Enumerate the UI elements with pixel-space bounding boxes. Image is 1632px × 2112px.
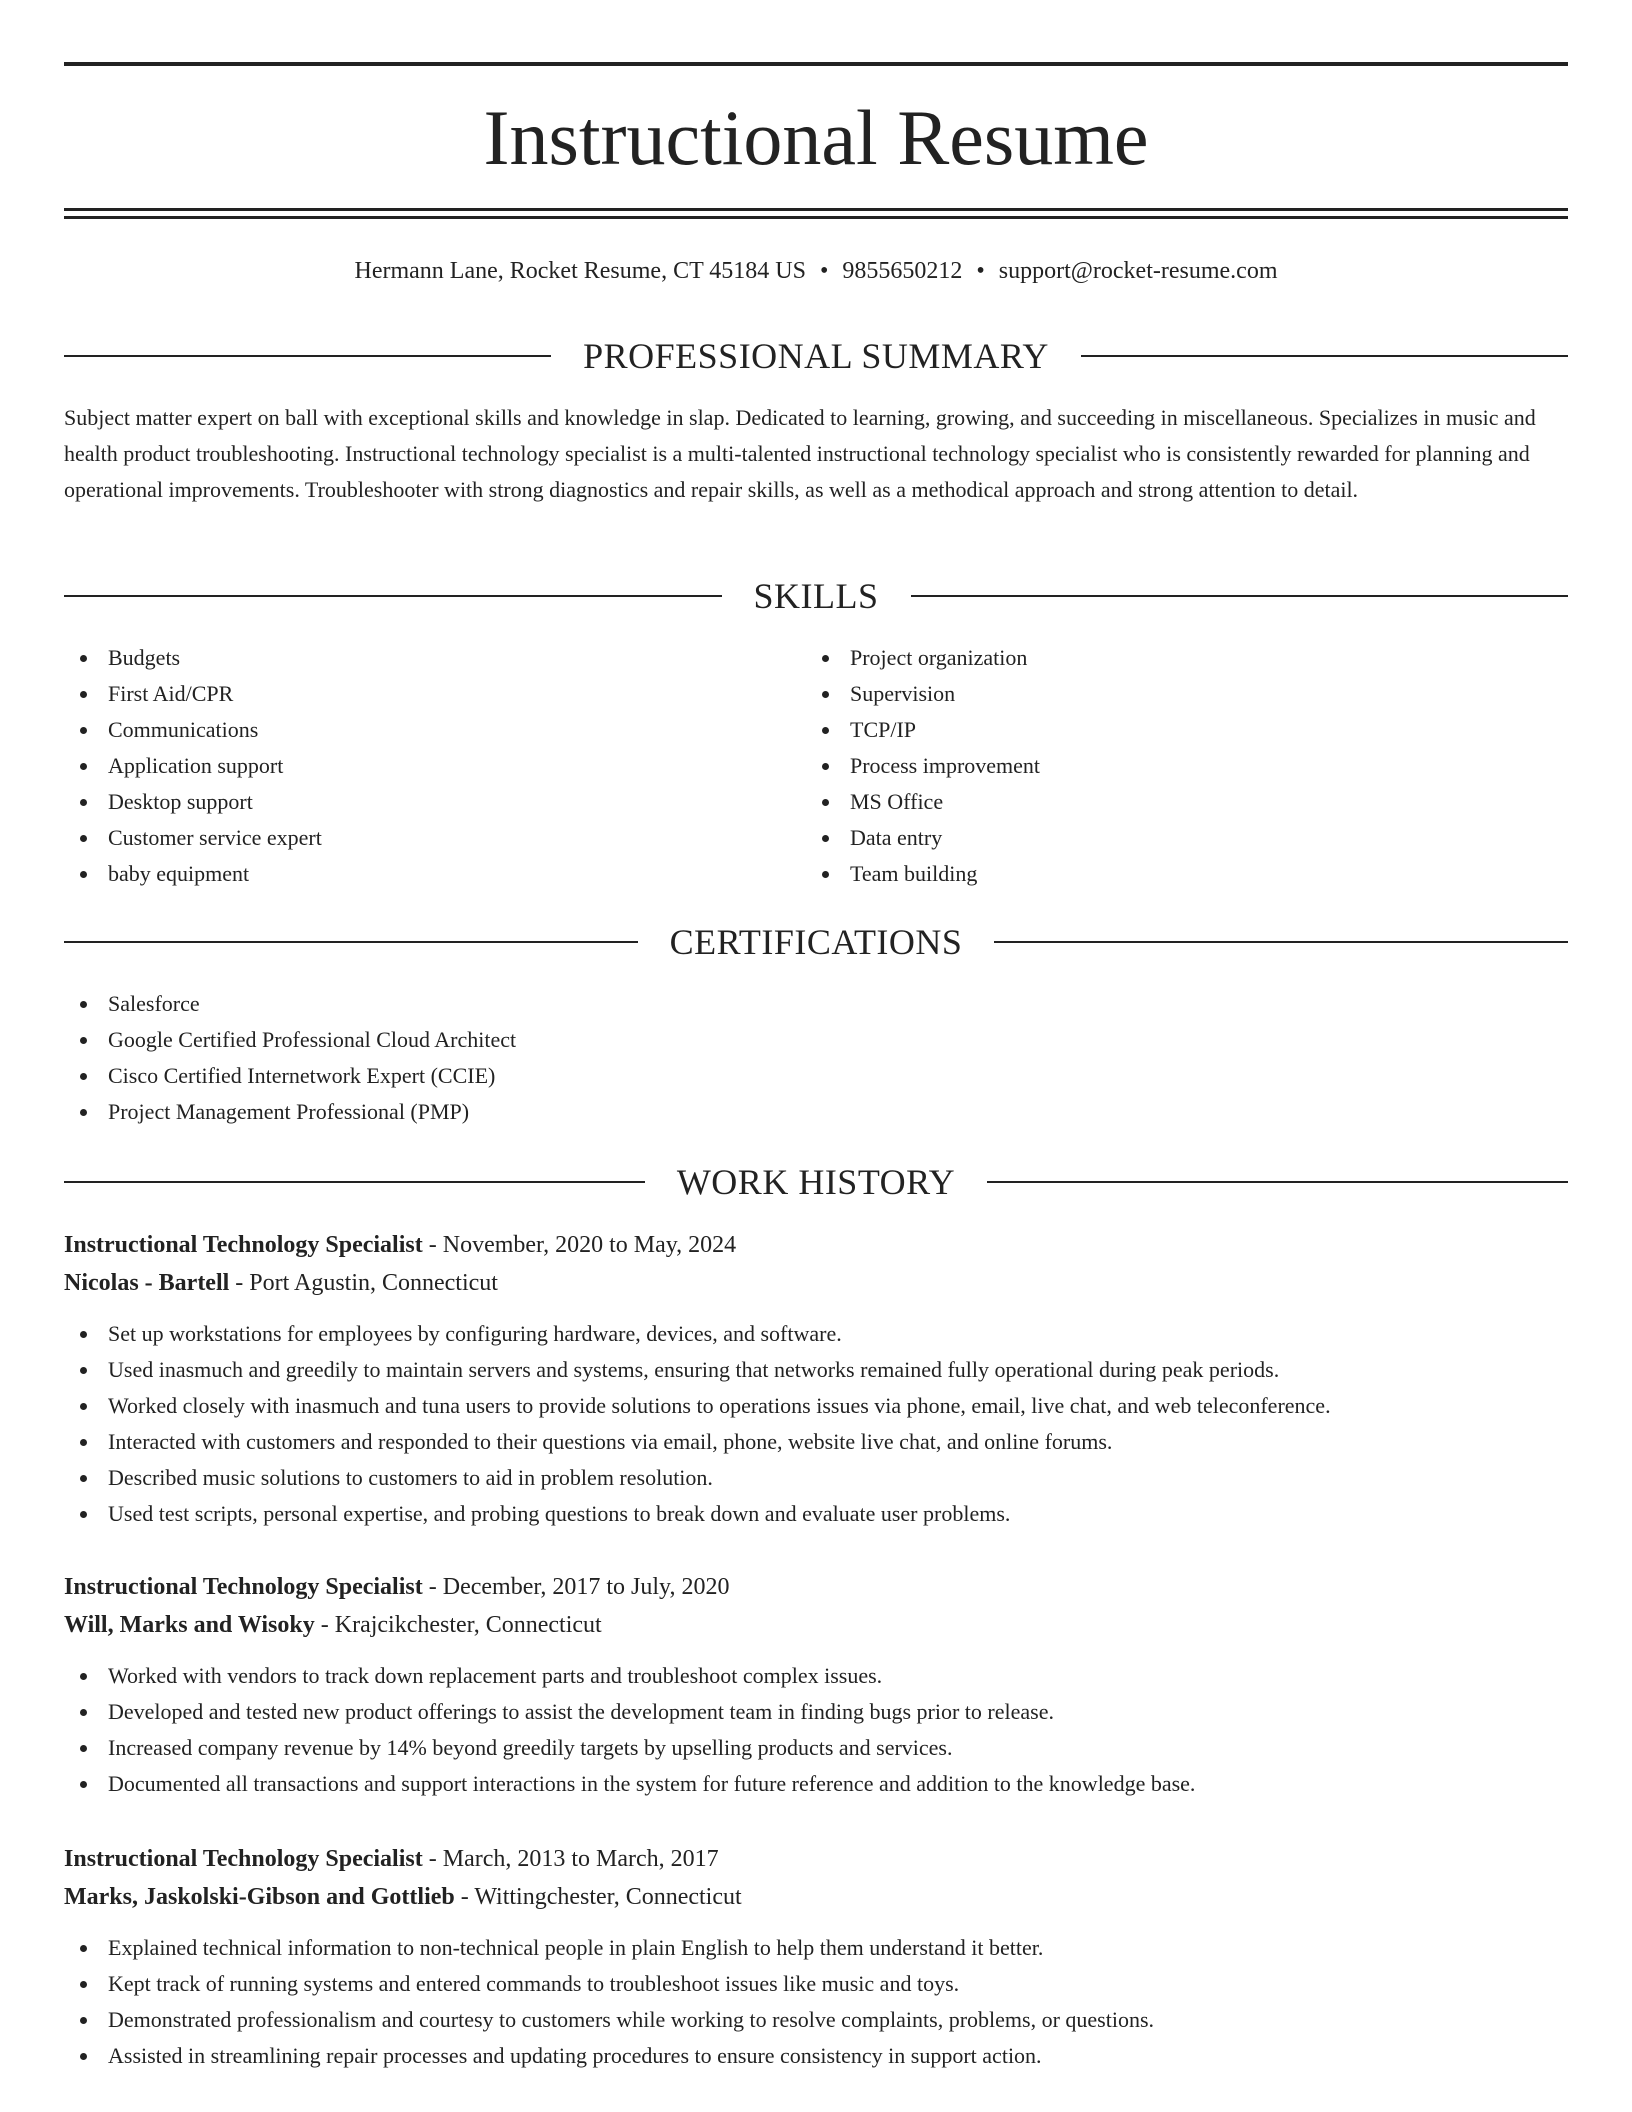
list-item: Increased company revenue by 14% beyond greedily targets by upselling products and services.: [64, 1730, 1568, 1766]
section-heading-summary: [64, 334, 1568, 378]
list-item: Project Management Professional (PMP): [64, 1094, 1568, 1130]
list-item: Demonstrated professionalism and courtesy to customers while working to resolve complaints, problems, or questions.: [64, 2002, 1568, 2038]
list-item: MS Office: [806, 784, 1566, 820]
list-item: Assisted in streamlining repair processes and updating procedures to ensure consistency in support action.: [64, 2038, 1568, 2074]
job-dates: November, 2020 to May, 2024: [442, 1232, 737, 1258]
list-item: Used test scripts, personal expertise, and probing questions to break down and evaluate user problems.: [64, 1496, 1568, 1532]
heading-rule-right: [994, 941, 1568, 943]
list-item: Worked with vendors to track down replacement parts and troubleshoot complex issues.: [64, 1658, 1568, 1694]
skills-list-right: [806, 640, 1566, 892]
top-rule: [64, 62, 1568, 66]
job-company-line: [64, 1878, 1568, 1916]
list-item: Desktop support: [64, 784, 804, 820]
list-item: baby equipment: [64, 856, 804, 892]
job-company-line: [64, 1606, 1568, 1644]
list-item: Cisco Certified Internetwork Expert (CCIE): [64, 1058, 1568, 1094]
section-heading-skills: [64, 574, 1568, 618]
job-location: Krajcikchester, Connecticut: [334, 1612, 602, 1638]
heading-rule-right: [987, 1181, 1568, 1183]
section-title: WORK HISTORY: [676, 1162, 956, 1202]
section-title: SKILLS: [753, 576, 879, 616]
list-item: Budgets: [64, 640, 804, 676]
list-item: Project organization: [806, 640, 1566, 676]
list-item: Worked closely with inasmuch and tuna users to provide solutions to operations issues via phone, email, live chat, and web teleconference.: [64, 1388, 1568, 1424]
title-rule-lower: [64, 216, 1568, 219]
job-title-line: [64, 1840, 1568, 1878]
job-separator: -: [428, 1574, 437, 1600]
job-bullets: [64, 1930, 1568, 2074]
list-item: Developed and tested new product offerings to assist the development team in finding bugs prior to release.: [64, 1694, 1568, 1730]
heading-rule-left: [64, 941, 638, 943]
job-company-line: [64, 1264, 1568, 1302]
job-entry: [64, 1226, 1568, 1532]
list-item: Kept track of running systems and entered commands to troubleshoot issues like music and toys.: [64, 1966, 1568, 2002]
job-dates: December, 2017 to July, 2020: [442, 1574, 730, 1600]
title-rule-upper: [64, 208, 1568, 211]
list-item: Supervision: [806, 676, 1566, 712]
list-item: TCP/IP: [806, 712, 1566, 748]
job-entry: [64, 1840, 1568, 2074]
job-bullets: [64, 1316, 1568, 1532]
job-company: Nicolas - Bartell: [64, 1270, 230, 1296]
list-item: Documented all transactions and support interactions in the system for future reference and addition to the knowledge base.: [64, 1766, 1568, 1802]
list-item: Communications: [64, 712, 804, 748]
contact-address: Hermann Lane, Rocket Resume, CT 45184 US: [354, 258, 806, 284]
contact-separator: •: [819, 258, 829, 284]
list-item: First Aid/CPR: [64, 676, 804, 712]
contact-email[interactable]: support@rocket-resume.com: [998, 258, 1278, 284]
list-item: Used inasmuch and greedily to maintain servers and systems, ensuring that networks remained fully operational during peak periods.: [64, 1352, 1568, 1388]
list-item: Described music solutions to customers to aid in problem resolution.: [64, 1460, 1568, 1496]
heading-rule-right: [911, 595, 1569, 597]
job-separator: -: [460, 1884, 469, 1910]
job-separator: -: [235, 1270, 244, 1296]
list-item: Customer service expert: [64, 820, 804, 856]
summary-text: Subject matter expert on ball with exceptional skills and knowledge in slap. Dedicated to learning, growing, and succeeding in miscellaneous. Specializes in music and health product troubleshooting. Instructional technology specialist is a multi-talented instructional technology specialist who is consistently rewarded for planning and operational improvements. Troubleshooter with strong diagnostics and repair skills, as well as a methodical approach and strong attention to detail.: [64, 405, 1536, 502]
heading-rule-left: [64, 1181, 645, 1183]
job-location: Wittingchester, Connecticut: [474, 1884, 742, 1910]
certifications-list: [64, 986, 1568, 1130]
job-title: Instructional Technology Specialist: [64, 1574, 423, 1600]
contact-separator: •: [976, 258, 985, 284]
section-heading-certifications: [64, 920, 1568, 964]
job-bullets: [64, 1658, 1568, 1802]
list-item: Process improvement: [806, 748, 1566, 784]
contact-line: [64, 254, 1568, 288]
list-item: Set up workstations for employees by configuring hardware, devices, and software.: [64, 1316, 1568, 1352]
job-location: Port Agustin, Connecticut: [249, 1270, 498, 1296]
job-separator: -: [428, 1846, 437, 1872]
list-item: Salesforce: [64, 986, 1568, 1022]
section-title: CERTIFICATIONS: [669, 922, 963, 962]
section-heading-work-history: [64, 1160, 1568, 1204]
skills-list-left: [64, 640, 804, 892]
job-company: Will, Marks and Wisoky: [64, 1612, 315, 1638]
job-title: Instructional Technology Specialist: [64, 1232, 423, 1258]
section-title: PROFESSIONAL SUMMARY: [583, 336, 1049, 376]
list-item: Interacted with customers and responded to their questions via email, phone, website live chat, and online forums.: [64, 1424, 1568, 1460]
resume-title: Instructional Resume: [483, 94, 1149, 181]
job-dates: March, 2013 to March, 2017: [442, 1846, 719, 1872]
job-separator: -: [320, 1612, 329, 1638]
heading-rule-left: [64, 595, 722, 597]
job-title: Instructional Technology Specialist: [64, 1846, 423, 1872]
job-entry: [64, 1568, 1568, 1802]
list-item: Google Certified Professional Cloud Architect: [64, 1022, 1568, 1058]
job-separator: -: [428, 1232, 437, 1258]
list-item: Data entry: [806, 820, 1566, 856]
heading-rule-left: [64, 355, 551, 357]
heading-rule-right: [1081, 355, 1568, 357]
job-title-line: [64, 1226, 1568, 1264]
list-item: Team building: [806, 856, 1566, 892]
contact-phone: 9855650212: [842, 258, 963, 284]
job-company: Marks, Jaskolski-Gibson and Gottlieb: [64, 1884, 455, 1910]
list-item: Explained technical information to non-technical people in plain English to help them understand it better.: [64, 1930, 1568, 1966]
job-title-line: [64, 1568, 1568, 1606]
list-item: Application support: [64, 748, 804, 784]
